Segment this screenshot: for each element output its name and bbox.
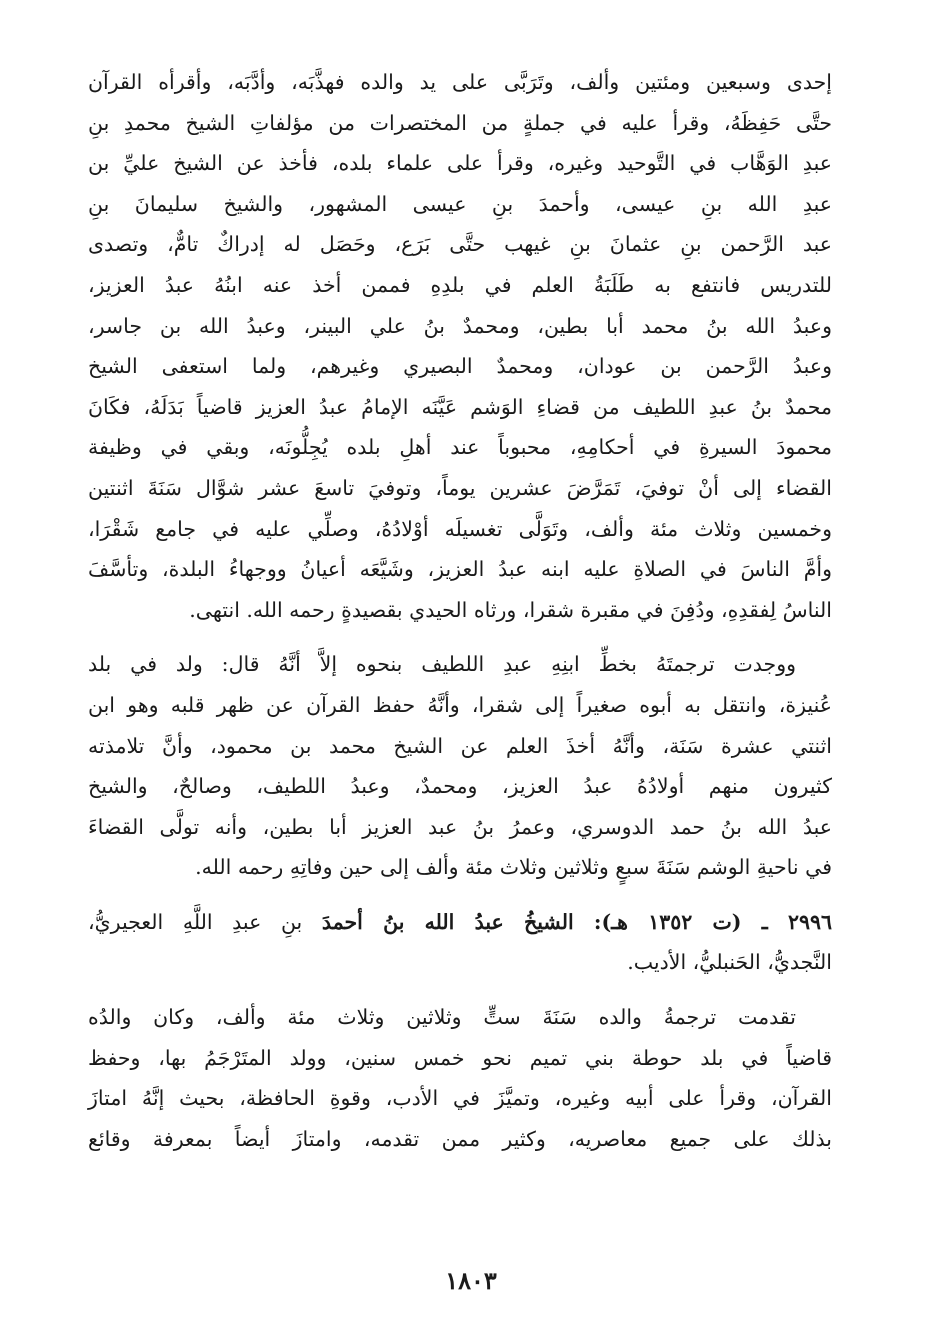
text-line: عُنيزة، وانتقل به أبوه صغيراً إلى شقرا، وأنَّهُ حفظ القرآن عن ظهر قلبه وهو ابن [88,692,832,717]
text-line: للتدريس فانتفع به طَلَبَةُ العلم في بلدِهِ فممن أخذ عنه ابنُهُ عبدُ العزيز، [88,272,832,297]
text-line: وعبدُ الرَّحمن بن عودان، ومحمدٌ البصيري وغيرهم، ولما استعفى الشيخ [88,354,832,379]
biography-paragraph-3 [88,997,832,1159]
text-line: تقدمت ترجمةُ والده سَنَةَ ستٍّ وثلاثين وثلاث مئة وألف، وكان والدُه [88,1005,796,1030]
page-number: ١٨٠٣ [445,1266,497,1295]
text-line: الناسُ لِفقدِهِ، ودُفِنَ في مقبرة شقرا، ورثاه الحيدي بقصيدةٍ رحمه الله. انتهى. [189,597,832,622]
paragraph-gap [88,983,832,997]
text-line: بذلك على جميع معاصريه، وكثير ممن تقدمه، وامتازَ أيضاً بمعرفة وقائع [88,1126,832,1151]
text-line: ووجدت ترجمتَهُ بخطِّ ابنِهِ عبدِ اللطيف بنحوه إلاَّ أنَّهُ قال: ولد في بلد [88,652,796,677]
paragraph-gap [88,888,832,902]
text-line: القضاء إلى أنْ توفيَ، تَمَرَّضَ عشرين يوماً، وتوفيَ تاسعَ عشر شوَّال سَنَةَ اثنتين [88,475,832,500]
page-body [88,62,832,1159]
text-line: عبدِ الله بنِ عيسى، وأحمدَ بنِ عيسى المشهور، والشيخ سليمانَ بنِ [88,191,832,216]
text-line: إحدى وسبعين ومئتين وألف، وتَرَبَّى على يد والده فهذَّبَه، وأدَّبَه، وأقرأه القرآن [88,70,832,94]
text-line: كثيرون منهم أولادُهُ عبدُ العزيز، ومحمدٌ، وعبدُ اللطيف، وصالحٌ، والشيخ [88,774,832,799]
text-line: قاضياً في بلد حوطة بني تميم نحو خمس سنين، وولد المتَرْجَمُ بها، وحفظ [88,1045,832,1070]
text-line: اثنتي عشرة سَنَة، وأنَّهُ أخذَ العلم عن الشيخ محمد بن محمود، وأنَّ تلامذته [88,733,832,758]
text-line: وأمَّ الناسَ في الصلاةِ عليه ابنه عبدُ العزيز، وشَيَّعَه أعيانُ ووجهاءُ البلدة، وتأسَّفَ [88,557,832,582]
text-line: عبدُ الله بنُ حمد الدوسري، وعمرُ بنُ عبد العزيز أبا بطين، وأنه تولَّى القضاءَ [88,814,832,839]
paragraph-gap [88,630,832,644]
biography-paragraph-2 [88,644,832,888]
text-line: في ناحيةِ الوشم سَنَةَ سبعٍ وثلاثين وثلاث مئة وألف إلى حين وفاتِهِ رحمه الله. [195,855,832,880]
text-line: عبد الرَّحمن بنِ عثمانَ بنِ غيهب حتَّى بَرَع، وحَصَل له إدراكٌ تامٌّ، وتصدى [88,232,832,257]
text-line: محمدٌ بنُ عبدِ اللطيف من قضاءِ الوَشم عَيَّنَه الإمامُ عبدُ العزيز قاضياً بَدَلَهُ، فكَانَ [88,394,832,419]
entry-number-and-name: ٢٩٩٦ ـ (ت ١٣٥٢ هـ): الشيخُ عبدُ الله بنُ أحمدَ [321,909,832,934]
text-line: محمودَ السيرةِ في أحكامِهِ، محبوباً عند أهلِ بلده يُجِلُّونَه، وبقي في وظيفة [88,435,832,460]
text-line: عبدِ الوَهَّاب في التَّوحيد وغيره، وقرأ على علماء بلده، فأخذ عن الشيخ عليِّ بن [88,151,832,176]
entry-name-continuation: بنِ عبدِ اللَّهِ العجيريُّ، [88,909,303,934]
text-line: وخمسين وثلاث مئة وألف، وتَوَلَّى تغسيلَه أوْلادُهُ، وصلِّي عليه في جامع شَقْرَا، [88,516,832,541]
entry-heading-line [88,902,832,943]
text-line: حتَّى حَفِظَهُ، وقرأ عليه في جملةٍ من المختصرات من مؤلفاتِ الشيخ محمدِ بنِ [88,110,832,135]
text-line: وعبدُ الله بنُ محمد أبا بطين، ومحمدٌ بنُ علي البينر، وعبدُ الله بن جاسر، [88,313,832,338]
text-line: القرآن، وقرأ على أبيه وغيره، وتميَّزَ في الأدب، وقوةِ الحافظة، بحيث إنَّهُ امتازَ [88,1086,832,1111]
biography-paragraph-1 [88,62,832,630]
entry-header [88,902,832,983]
entry-nisba-line: النَّجديُّ، الحَنبليُّ، الأديب. [627,950,832,975]
